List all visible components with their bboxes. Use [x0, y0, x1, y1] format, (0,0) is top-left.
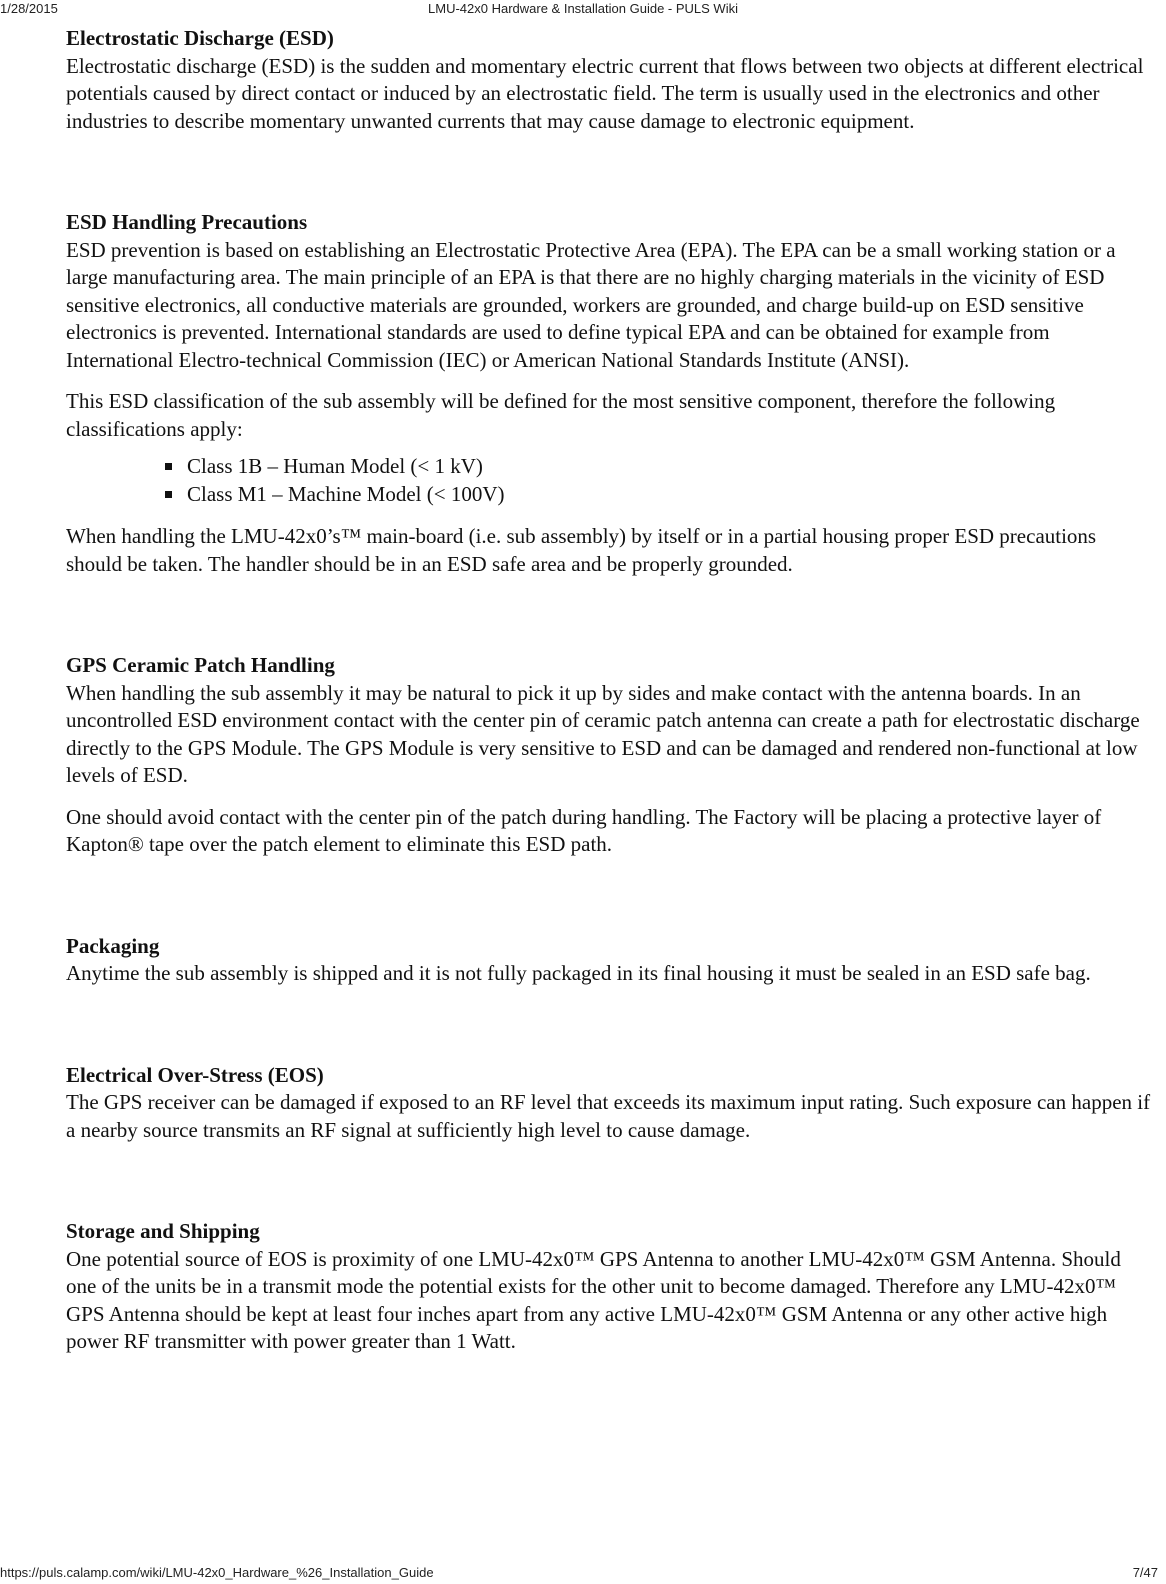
page-content — [66, 25, 1156, 1356]
print-footer — [0, 1564, 1166, 1584]
print-header — [0, 0, 1166, 20]
section-paragraph: One potential source of EOS is proximity of one LMU-42x0™ GPS Antenna to another LMU-42x0™ GSM Antenna. Should one of the units be in a transmit mode the potential exists for the other unit to become damaged. Therefore any LMU-42x0™ GPS Antenna should be kept at least four inches apart from any active LMU-42x0™ GSM Antenna or any other active high power RF transmitter with power greater than 1 Watt. — [66, 1246, 1121, 1353]
section-heading: Storage and Shipping — [66, 1219, 260, 1243]
section-gps-patch — [66, 652, 1156, 859]
print-title: LMU-42x0 Hardware & Installation Guide - PULS Wiki — [428, 1, 738, 16]
section-paragraph: The GPS receiver can be damaged if exposed to an RF level that exceeds its maximum input rating. Such exposure can happen if a nearby source transmits an RF signal at sufficiently high level to cause damage. — [66, 1090, 1151, 1142]
section-paragraph: One should avoid contact with the center pin of the patch during handling. The Factory will be placing a protective layer of Kapton® tape over the patch element to eliminate this ESD path. — [66, 804, 1102, 856]
list-item-text: Class M1 – Machine Model (< 100V) — [187, 481, 505, 506]
section-esd — [66, 25, 1156, 135]
print-date: 1/28/2015 — [0, 1, 58, 16]
section-paragraph: Anytime the sub assembly is shipped and it is not fully packaged in its final housing it must be sealed in an ESD safe bag. — [66, 961, 1091, 985]
section-eos — [66, 1062, 1156, 1145]
square-bullet-icon — [165, 463, 172, 470]
section-paragraph: ESD prevention is based on establishing an Electrostatic Protective Area (EPA). The EPA can be a small working station or a large manufacturing area. The main principle of an EPA is that there are no highly charging materials in the vicinity of ESD sensitive electronics, all conductive materials are grounded, workers are grounded, and charge build-up on ESD sensitive electronics is prevented. International standards are used to define typical EPA and can be obtained for example from International Electro-technical Commission (IEC) or American National Standards Institute (ANSI). — [66, 237, 1116, 372]
section-paragraph: When handling the sub assembly it may be natural to pick it up by sides and make contact with the antenna boards. In an uncontrolled ESD environment contact with the center pin of ceramic patch antenna can create a path for electrostatic discharge directly to the GPS Module. The GPS Module is very sensitive to ESD and can be damaged and rendered non-functional at low levels of ESD. — [66, 680, 1140, 787]
section-heading: ESD Handling Precautions — [66, 210, 308, 234]
section-paragraph: When handling the LMU-42x0’s™ main-board (i.e. sub assembly) by itself or in a partial housing proper ESD precautions should be taken. The handler should be in an ESD safe area and be properly grounded. — [66, 524, 1097, 576]
section-esd-handling — [66, 209, 1156, 578]
classification-list — [66, 453, 1156, 508]
page-number: 7/47 — [1132, 1565, 1158, 1580]
section-paragraph: This ESD classification of the sub assembly will be defined for the most sensitive component, therefore the following classifications apply: — [66, 389, 1056, 441]
list-item — [187, 481, 1156, 509]
section-paragraph: Electrostatic discharge (ESD) is the sudden and momentary electric current that flows between two objects at different electrical potentials caused by direct contact or induced by an electrostatic field. The term is usually used in the electronics and other industries to describe momentary unwanted currents that may cause damage to electronic equipment. — [66, 53, 1144, 133]
section-heading: Electrostatic Discharge (ESD) — [66, 26, 334, 50]
square-bullet-icon — [165, 491, 172, 498]
page-url: https://puls.calamp.com/wiki/LMU-42x0_Hardware_%26_Installation_Guide — [0, 1565, 434, 1580]
list-item — [187, 453, 1156, 481]
list-item-text: Class 1B – Human Model (< 1 kV) — [187, 454, 483, 478]
section-packaging — [66, 933, 1156, 988]
section-storage-shipping — [66, 1218, 1156, 1356]
section-heading: GPS Ceramic Patch Handling — [66, 653, 335, 677]
section-heading: Electrical Over-Stress (EOS) — [66, 1062, 324, 1087]
section-heading: Packaging — [66, 933, 160, 958]
